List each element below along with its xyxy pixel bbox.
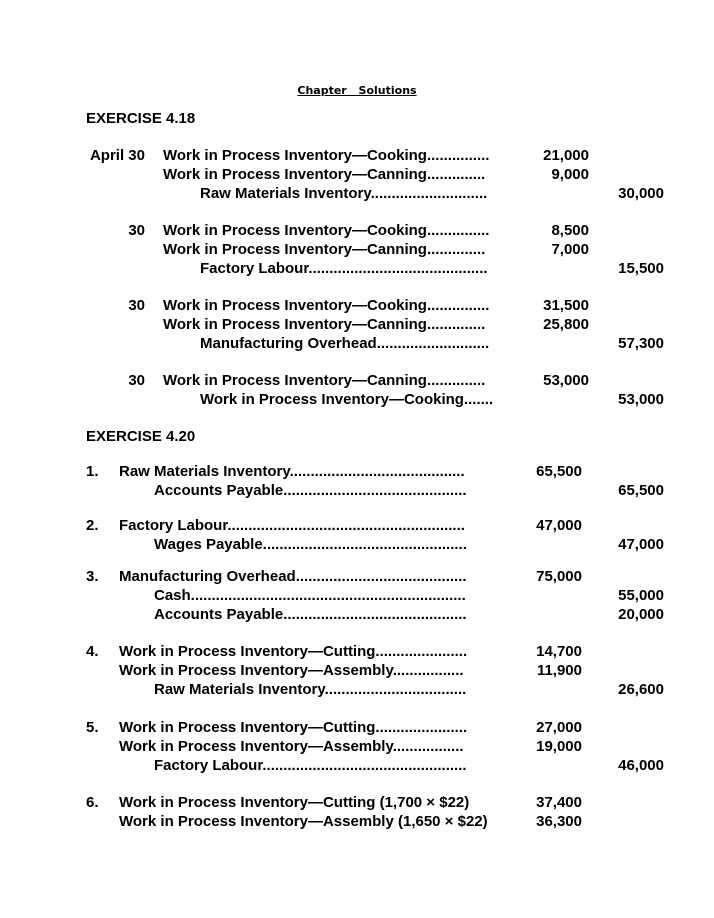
credit-amount: 57,300 [618,335,664,352]
journal-line [0,259,714,278]
account-name: Raw Materials Inventory............................ [200,185,488,202]
debit-amount: 14,700 [536,643,582,660]
account-name: Manufacturing Overhead........................... [200,335,490,352]
entry-number: 6. [86,794,99,811]
exercise-4-20-title: EXERCISE 4.20 [86,428,196,445]
page-header: Chapter Solutions [297,84,417,97]
debit-amount: 37,400 [536,794,582,811]
entry-number: 1. [86,463,99,480]
journal-line [0,146,714,165]
journal-line [0,334,714,353]
debit-amount: 25,800 [543,316,589,333]
debit-amount: 8,500 [551,222,589,239]
account-name: Work in Process Inventory—Cooking............... [163,297,490,314]
journal-line [0,240,714,259]
account-name: Work in Process Inventory—Assembly................. [119,662,464,679]
journal-line [0,315,714,334]
credit-amount: 46,000 [618,757,664,774]
debit-amount: 19,000 [536,738,582,755]
journal-line [0,756,714,775]
account-name: Work in Process Inventory—Canning.............. [163,316,486,333]
journal-line [0,793,714,812]
account-name: Accounts Payable............................................ [154,606,467,623]
debit-amount: 27,000 [536,719,582,736]
account-name: Factory Labour................................................. [154,757,467,774]
account-name: Work in Process Inventory—Cutting...................... [119,719,468,736]
credit-amount: 26,600 [618,681,664,698]
account-name: Work in Process Inventory—Assembly (1,650 × $22) [119,813,488,830]
journal-line [0,371,714,390]
journal-line [0,737,714,756]
journal-line [0,535,714,554]
journal-line [0,390,714,409]
credit-amount: 65,500 [618,482,664,499]
account-name: Work in Process Inventory—Canning.............. [163,241,486,258]
journal-line [0,221,714,240]
account-name: Manufacturing Overhead......................................... [119,568,467,585]
credit-amount: 47,000 [618,536,664,553]
exercise-4-18-title: EXERCISE 4.18 [86,110,196,127]
journal-line [0,516,714,535]
account-name: Work in Process Inventory—Cooking....... [200,391,494,408]
account-name: Work in Process Inventory—Canning.............. [163,166,486,183]
debit-amount: 31,500 [543,297,589,314]
debit-amount: 7,000 [551,241,589,258]
entry-number: 2. [86,517,99,534]
account-name: Work in Process Inventory—Assembly................. [119,738,464,755]
account-name: Work in Process Inventory—Canning.............. [163,372,486,389]
debit-amount: 36,300 [536,813,582,830]
journal-line [0,586,714,605]
journal-line [0,481,714,500]
account-name: Wages Payable................................................. [154,536,467,553]
debit-amount: 9,000 [551,166,589,183]
journal-line [0,567,714,586]
account-name: Factory Labour......................................................... [119,517,465,534]
account-name: Raw Materials Inventory.................................. [154,681,467,698]
account-name: Cash.................................................................. [154,587,466,604]
debit-amount: 11,900 [536,662,582,679]
credit-amount: 55,000 [618,587,664,604]
account-name: Work in Process Inventory—Cooking............... [163,222,490,239]
journal-line [0,296,714,315]
account-name: Work in Process Inventory—Cutting...................... [119,643,468,660]
account-name: Factory Labour........................................... [200,260,488,277]
journal-line [0,462,714,481]
entry-number: 5. [86,719,99,736]
entry-number: 3. [86,568,99,585]
entry-number: 4. [86,643,99,660]
debit-amount: 21,000 [543,147,589,164]
journal-line [0,812,714,831]
journal-line [0,680,714,699]
entry-date: 30 [128,222,145,239]
credit-amount: 20,000 [618,606,664,623]
journal-line [0,184,714,203]
entry-date: 30 [128,297,145,314]
journal-line [0,165,714,184]
account-name: Work in Process Inventory—Cutting (1,700 × $22) [119,794,470,811]
credit-amount: 53,000 [618,391,664,408]
debit-amount: 53,000 [543,372,589,389]
journal-line [0,661,714,680]
entry-date: April 30 [89,147,145,164]
debit-amount: 47,000 [536,517,582,534]
debit-amount: 75,000 [536,568,582,585]
journal-line [0,642,714,661]
account-name: Work in Process Inventory—Cooking............... [163,147,490,164]
debit-amount: 65,500 [536,463,582,480]
journal-line [0,718,714,737]
journal-line [0,605,714,624]
credit-amount: 15,500 [618,260,664,277]
account-name: Accounts Payable............................................ [154,482,467,499]
credit-amount: 30,000 [618,185,664,202]
entry-date: 30 [128,372,145,389]
account-name: Raw Materials Inventory.......................................... [119,463,465,480]
